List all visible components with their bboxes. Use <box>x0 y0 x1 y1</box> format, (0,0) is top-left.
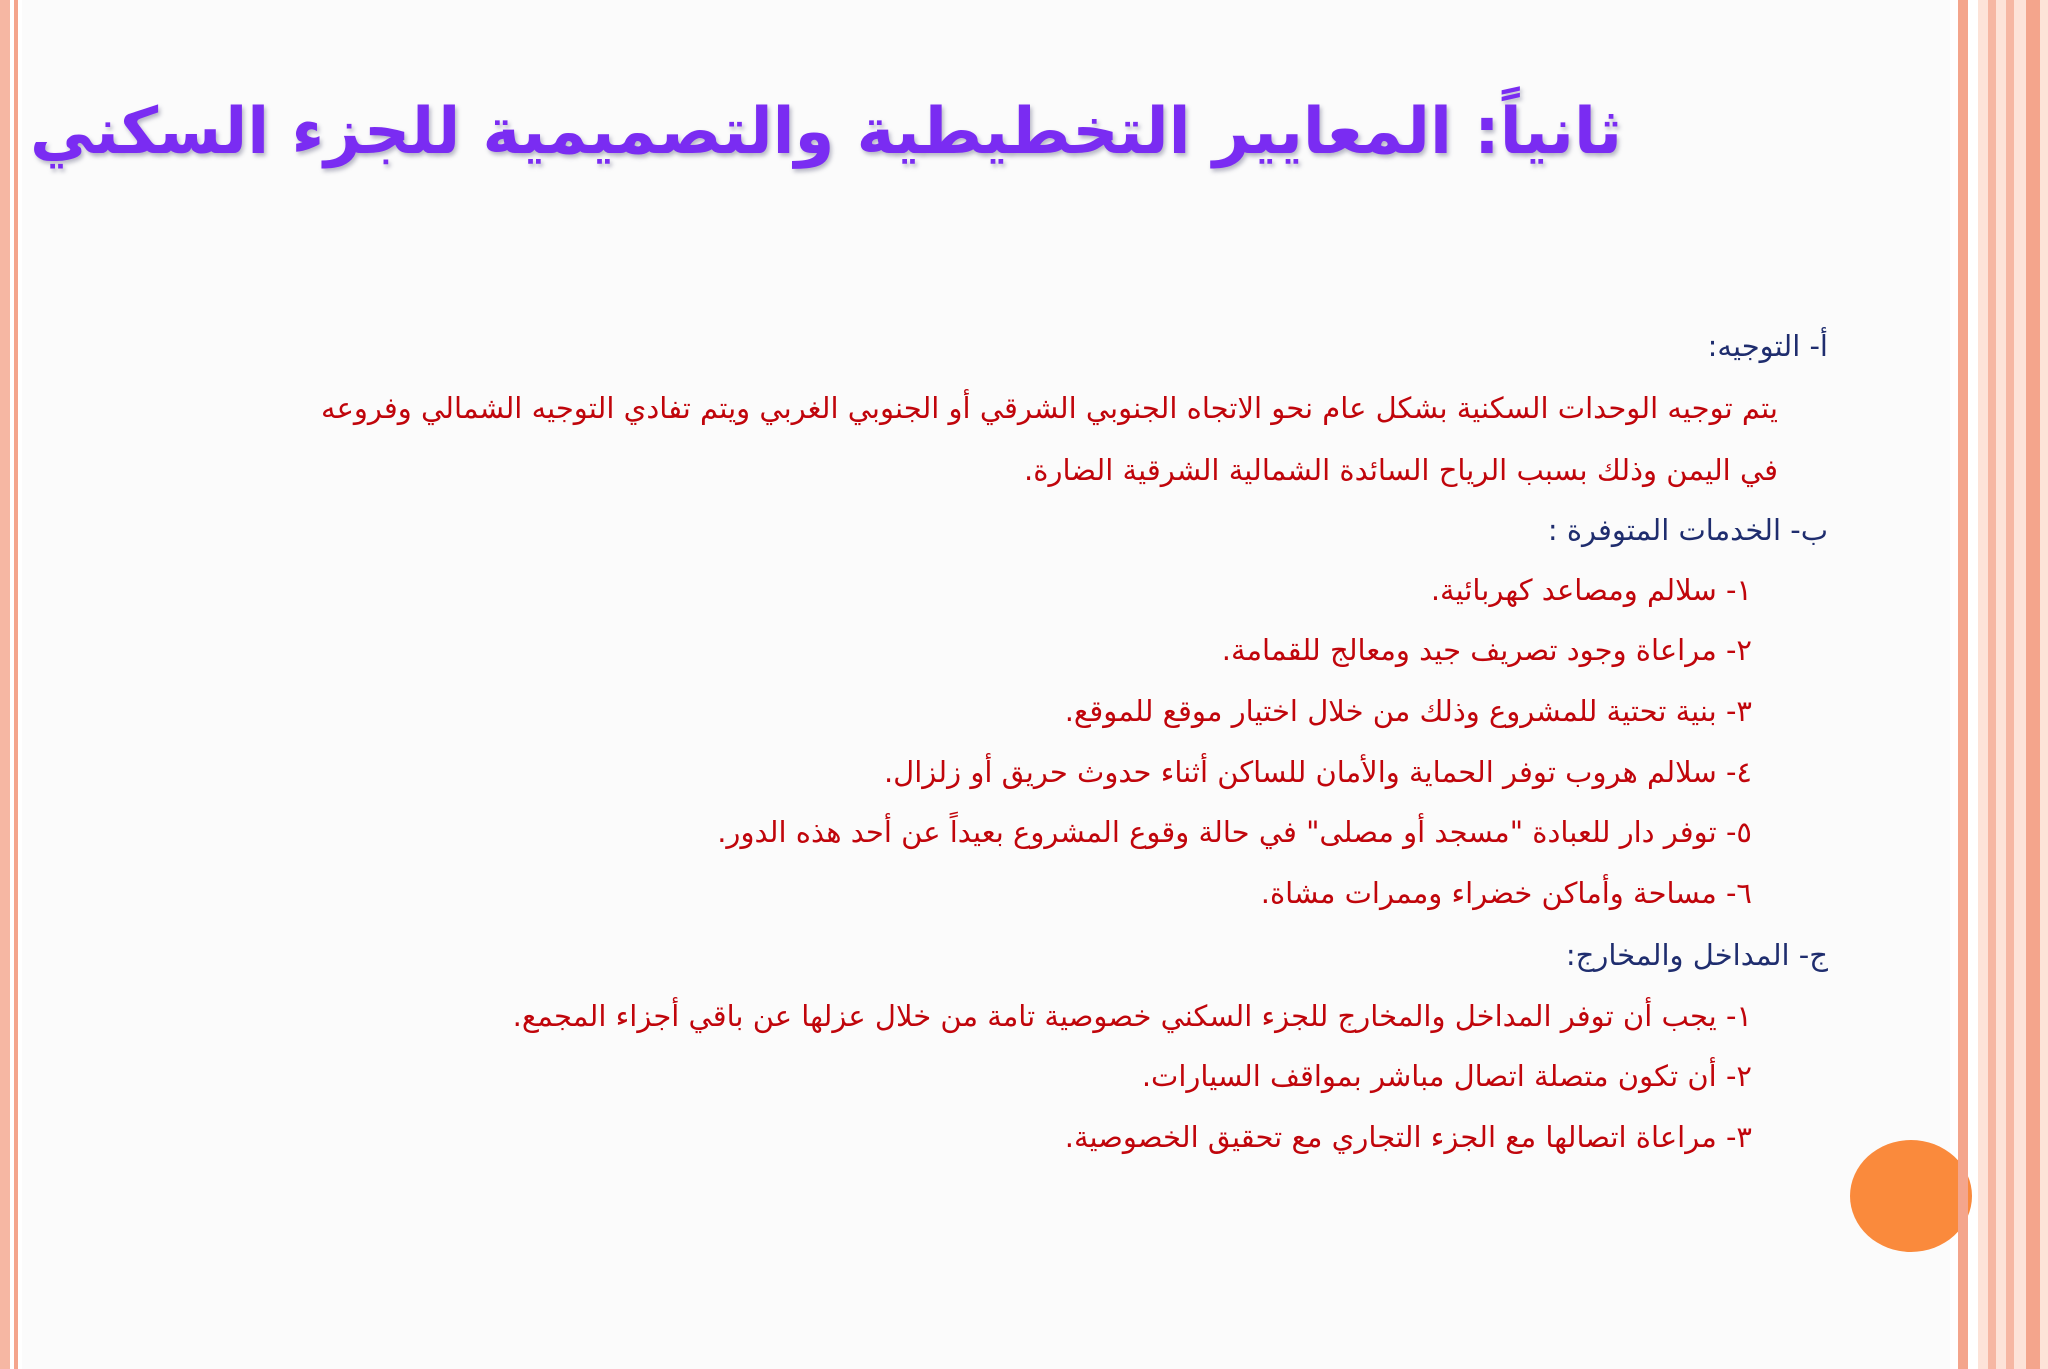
section-b-item-5: ٥- توفر دار للعبادة "مسجد أو مصلى" في حالة وقوع المشروع بعيداً عن أحد هذه الدور. <box>717 815 1752 849</box>
section-c-item-3: ٣- مراعاة اتصالها مع الجزء التجاري مع تحقيق الخصوصية. <box>1064 1120 1752 1154</box>
section-a-paragraph-line-2: في اليمن وذلك بسبب الرياح السائدة الشمالية الشرقية الضارة. <box>1024 453 1778 487</box>
section-b-item-1: ١- سلالم ومصاعد كهربائية. <box>1430 573 1752 607</box>
decorative-orange-circle <box>1850 1140 1972 1252</box>
slide <box>22 0 1950 1369</box>
section-b-item-4: ٤- سلالم هروب توفر الحماية والأمان للساكن أثناء حدوث حريق أو زلزال. <box>883 755 1752 789</box>
right-border-stripe <box>1988 0 1996 1369</box>
section-c-item-1: ١- يجب أن توفر المداخل والمخارج للجزء السكني خصوصية تامة من خلال عزلها عن باقي أجزاء المجمع. <box>512 999 1752 1033</box>
section-c-item-2: ٢- أن تكون متصلة اتصال مباشر بمواقف السيارات. <box>1141 1059 1752 1093</box>
left-border-stripe <box>0 0 10 1369</box>
section-b-item-3: ٣- بنية تحتية للمشروع وذلك من خلال اختيار موقع للموقع. <box>1064 694 1752 728</box>
section-b-item-2: ٢- مراعاة وجود تصريف جيد ومعالج للقمامة. <box>1221 633 1752 667</box>
section-b-item-6: ٦- مساحة وأماكن خضراء وممرات مشاة. <box>1260 876 1752 910</box>
right-border-stripe <box>1958 0 1968 1369</box>
section-a-heading: أ- التوجيه: <box>1707 329 1828 363</box>
right-border-stripe <box>2006 0 2014 1369</box>
section-a-paragraph-line-1: يتم توجيه الوحدات السكنية بشكل عام نحو الاتجاه الجنوبي الشرقي أو الجنوبي الغربي ويتم تفادي التوجيه الشمالي وفروعه <box>321 391 1778 425</box>
section-b-heading: ب- الخدمات المتوفرة : <box>1547 513 1828 547</box>
left-border-stripe-thin <box>14 0 18 1369</box>
section-c-heading: ج- المداخل والمخارج: <box>1565 938 1828 972</box>
slide-title: ثانياً: المعايير التخطيطية والتصميمية للجزء السكني <box>29 95 1622 169</box>
right-border-stripe <box>2026 0 2040 1369</box>
